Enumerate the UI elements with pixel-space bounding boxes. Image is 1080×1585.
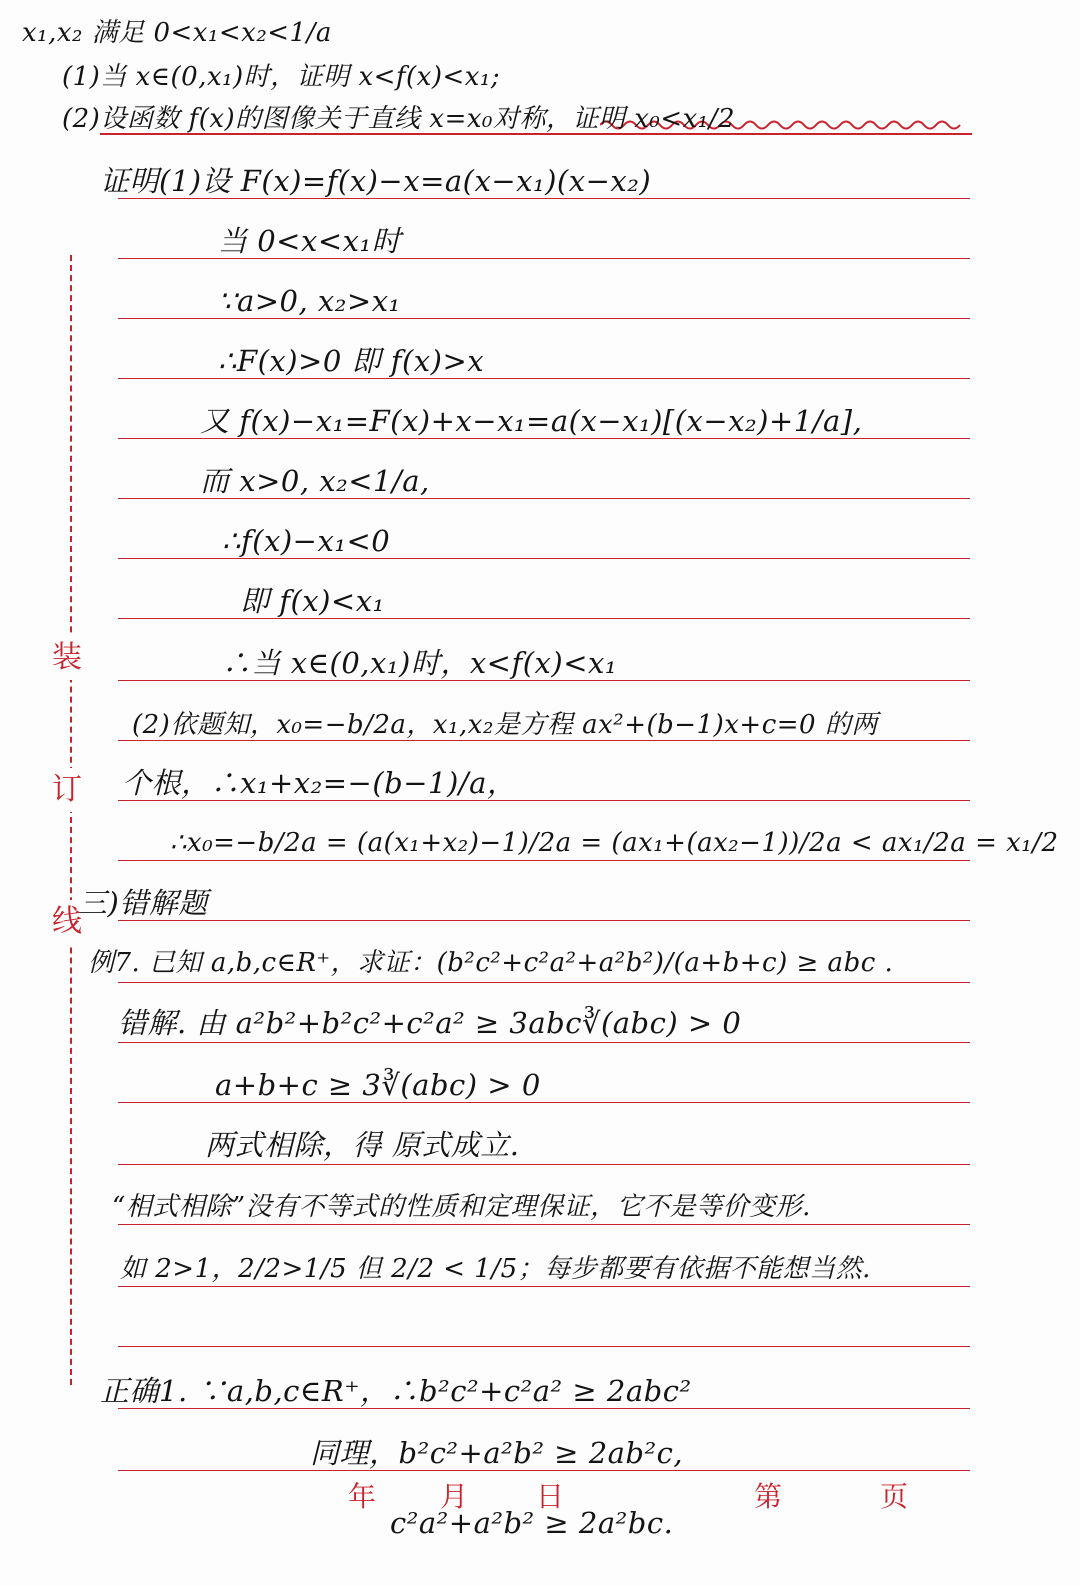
footer-day-label: 日 <box>536 1480 565 1513</box>
binding-char-xian: 线 <box>52 900 82 944</box>
rule-line <box>118 1286 970 1287</box>
rule-line <box>118 680 970 681</box>
proof-2-line: 个根，∴x₁+x₂=−(b−1)/a， <box>122 766 517 800</box>
proof-1-line: ∵a>0, x₂>x₁ <box>218 284 401 318</box>
rule-line <box>118 1102 970 1103</box>
rule-line <box>118 1042 970 1043</box>
rule-line <box>118 1408 970 1409</box>
proof-1-line: ∴当 x∈(0,x₁)时，x<f(x)<x₁ <box>222 646 617 680</box>
error-explanation: “相式相除”没有不等式的性质和定理保证，它不是等价变形. <box>112 1192 811 1222</box>
problem-part-2: (2)设函数 f(x)的图像关于直线 x=x₀对称，证明 x₀<x₁/2 <box>62 104 735 134</box>
proof-1-line: 即 f(x)<x₁ <box>240 584 385 618</box>
proof-1-line: 当 0<x<x₁时 <box>218 224 402 258</box>
example-7-statement: 例7. 已知 a,b,c∈R⁺，求证：(b²c²+c²a²+a²b²)/(a+b+c) ≥ abc . <box>88 948 894 978</box>
rule-line <box>118 498 970 499</box>
footer-page-label: 页 <box>880 1480 909 1513</box>
binding-char-zhuang: 装 <box>52 636 82 680</box>
problem-part-1: (1)当 x∈(0,x₁)时，证明 x<f(x)<x₁; <box>62 62 501 92</box>
rule-line <box>118 378 970 379</box>
rule-line <box>118 618 970 619</box>
proof-1-line: 又 f(x)−x₁=F(x)+x−x₁=a(x−x₁)[(x−x₂)+1/a], <box>200 404 863 438</box>
correct-solution-line: 同理，b²c²+a²b² ≥ 2ab²c, <box>310 1436 684 1470</box>
wrong-solution-line: 两式相除，得 原式成立. <box>205 1128 520 1162</box>
proof-1-line: ∴f(x)−x₁<0 <box>222 524 391 558</box>
rule-line <box>118 1470 970 1471</box>
rule-line <box>118 1346 970 1347</box>
rule-line <box>118 860 970 861</box>
wrong-solution-line: a+b+c ≥ 3∛(abc) > 0 <box>215 1068 541 1102</box>
error-section-heading: 三)错解题 <box>78 886 208 920</box>
footer-month-label: 月 <box>440 1480 469 1513</box>
rule-line <box>118 318 970 319</box>
wrong-solution-line: 错解. 由 a²b²+b²c²+c²a² ≥ 3abc∛(abc) > 0 <box>118 1006 742 1040</box>
binding-char-ding: 订 <box>52 768 82 812</box>
proof-2-line: (2)依题知，x₀=−b/2a，x₁,x₂是方程 ax²+(b−1)x+c=0 的两 <box>132 710 878 740</box>
rule-line <box>118 1224 970 1225</box>
binding-dashed-line <box>70 255 72 1385</box>
rule-line <box>118 198 970 199</box>
proof-1-line: 而 x>0, x₂<1/a, <box>200 464 430 498</box>
proof-1-line: 证明(1)设 F(x)=f(x)−x=a(x−x₁)(x−x₂) <box>100 164 652 198</box>
rule-line <box>118 800 970 801</box>
rule-line <box>118 438 970 439</box>
rule-line <box>118 558 970 559</box>
correct-solution-line: c²a²+a²b² ≥ 2a²bc. <box>390 1506 674 1540</box>
rule-line <box>118 258 970 259</box>
rule-line <box>118 982 970 983</box>
proof-2-line: ∴x₀=−b/2a = (a(x₁+x₂)−1)/2a = (ax₁+(ax₂−1))/2a < ax₁/2a = x₁/2 <box>170 828 1059 858</box>
footer-year-label: 年 <box>348 1480 377 1513</box>
rule-line <box>118 1164 970 1165</box>
problem-condition: x₁,x₂ 满足 0<x₁<x₂<1/a <box>22 18 332 48</box>
rule-line <box>118 920 970 921</box>
footer-ordinal-label: 第 <box>754 1480 783 1513</box>
proof-1-line: ∴F(x)>0 即 f(x)>x <box>218 344 485 378</box>
correct-solution-line: 正确1. ∵a,b,c∈R⁺，∴b²c²+c²a² ≥ 2abc² <box>100 1374 692 1408</box>
counter-example: 如 2>1，2/2>1/5 但 2/2 < 1/5；每步都要有依据不能想当然. <box>120 1254 871 1284</box>
